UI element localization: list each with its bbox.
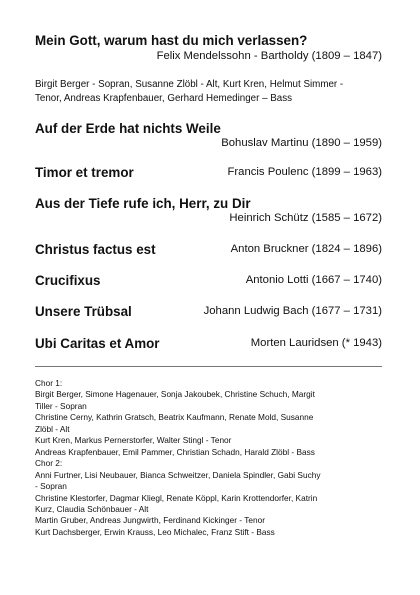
choir-line: Tiller - Sopran (35, 400, 87, 411)
piece-composer: Francis Poulenc (1899 – 1963) (227, 166, 382, 178)
choir-line: Martin Gruber, Andreas Jungwirth, Ferdinand Kickinger - Tenor (35, 515, 265, 526)
piece-title: Mein Gott, warum hast du mich verlassen? (35, 33, 308, 48)
choir-roster (35, 378, 385, 538)
choir-line: Anni Furtner, Lisi Neubauer, Bianca Schweitzer, Daniela Spindler, Gabi Suchy (35, 469, 321, 480)
soloists-line: Tenor, Andreas Krapfenbauer, Gerhard Hemedinger – Bass (35, 93, 293, 104)
choir-line: Kurt Kren, Markus Pernerstorfer, Walter Stingl - Tenor (35, 435, 232, 446)
piece-composer: Felix Mendelssohn - Bartholdy (1809 – 1847) (156, 50, 382, 62)
piece-title: Christus factus est (35, 242, 156, 257)
soloists-line: Birgit Berger - Sopran, Susanne Zlöbl - Alt, Kurt Kren, Helmut Simmer - (35, 79, 344, 90)
piece-title: Unsere Trübsal (35, 304, 132, 319)
choir-line: Kurt Dachsberger, Erwin Krauss, Leo Michalec, Franz Stift - Bass (35, 526, 275, 537)
piece-title: Timor et tremor (35, 165, 134, 180)
piece-composer: Morten Lauridsen (* 1943) (250, 337, 382, 349)
piece-composer: Antonio Lotti (1667 – 1740) (245, 274, 382, 286)
piece-title: Auf der Erde hat nichts Weile (35, 121, 221, 136)
divider (35, 366, 382, 367)
choir-line: Christine Cerny, Kathrin Gratsch, Beatrix Kaufmann, Renate Mold, Susanne (35, 412, 314, 423)
piece-composer: Johann Ludwig Bach (1677 – 1731) (203, 305, 382, 317)
piece-composer: Anton Bruckner (1824 – 1896) (230, 243, 382, 255)
piece-title: Ubi Caritas et Amor (35, 336, 160, 351)
choir-line: Chor 2: (35, 458, 63, 469)
choir-line: Birgit Berger, Simone Hagenauer, Sonja Jakoubek, Christine Schuch, Margit (35, 389, 315, 400)
choir-line: Christine Klestorfer, Dagmar Kliegl, Renate Köppl, Karin Krottendorfer, Katrin (35, 492, 318, 503)
piece-title: Crucifixus (35, 273, 101, 288)
choir-line: Andreas Krapfenbauer, Emil Pammer, Christian Schadn, Harald Zlöbl - Bass (35, 446, 315, 457)
piece-composer: Bohuslav Martinu (1890 – 1959) (221, 137, 382, 149)
piece-composer: Heinrich Schütz (1585 – 1672) (229, 212, 382, 224)
choir-line: Zlöbl - Alt (35, 423, 70, 434)
choir-line: - Sopran (35, 481, 67, 492)
piece-title: Aus der Tiefe rufe ich, Herr, zu Dir (35, 196, 251, 211)
choir-line: Chor 1: (35, 378, 63, 388)
choir-line: Kurz, Claudia Schönbauer - Alt (35, 503, 149, 514)
